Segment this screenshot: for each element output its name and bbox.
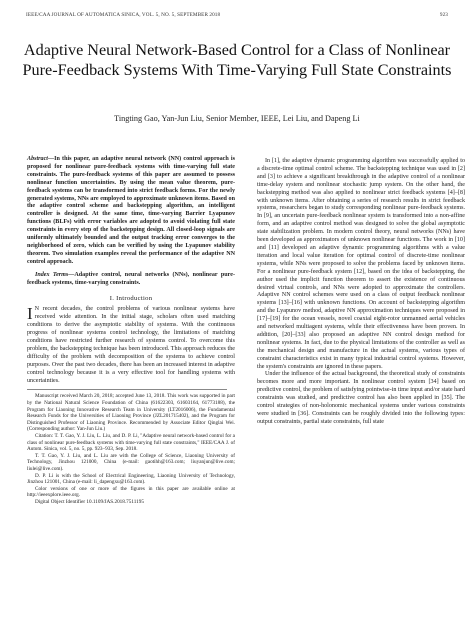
intro-paragraph	[27, 306, 235, 385]
left-column	[27, 156, 235, 506]
abstract	[27, 156, 235, 267]
footnote-citation: Citation: T. T. Gao, Y. J. Liu, L. Liu, and D. P. Li, "Adaptive neural network-based control for a class of nonlinear pure-feedback systems with time-varying full state constraints," IEEE/CAA J. of Autom. Sinica, vol. 5, no. 5, pp. 923–933, Sep. 2018.	[27, 433, 235, 453]
index-terms	[27, 272, 235, 288]
footnote-color-note: Color versions of one or more of the figures in this paper are available online at http://ieeexplore.ieee.org.	[27, 485, 235, 499]
page-number: 923	[439, 12, 448, 18]
running-header	[26, 12, 448, 18]
body-paragraph: In [1], the adaptive dynamic programming algorithm was successfully applied to a discrete-time optimal control scheme. The backstepping technique was used in [2] and [3] to achieve a significant breakthrough in the adaptive control of a nonlinear time-delay system and nonlinear stochastic jump system. On the other hand, the backstepping method was also applied to nonlinear strict feedback systems [4]–[8] with unknown items. After obtaining a series of research results in strict feedback systems, researchers began to study corresponding nonlinear pure-feedback systems. In [9], an uncertain pure-feedback nonlinear system is transformed into a non-affine form, and an adaptive control method was designed to solve the global asymptotic state stabilization problem. In modern control theory, neural networks (NNs) have been developed as approximators of unknown nonlinear functions. The work in [10] and [11] developed an adaptive dynamic programming algorithms with a value iteration and local value iteration for optimal control of discrete-time nonlinear systems, while NNs were proposed to solve the problems faced by unknown items. For a nonlinear pure-feedback system [12], based on the idea of backstepping, the author used the implicit function theorem to assert the existence of continuous desired virtual controls, and NNs were adopted to approximate the controllers. Adaptive NN control schemes were used on a class of output feedback nonlinear systems [13]–[16] with unknown functions. On account of backstepping algorithm and the Lyapunov method, adaptive NN approximation techniques were proposed in [17]–[19] for the ocean vessels, novel coaxial eight-rotor unmanned aerial vehicles and networked multiagent systems, while their effectiveness have been proven. In addition, [20]–[33] also proposed an adaptive NN control design method for nonlinear systems. In fact, due to the physical limitations of the controller as well as the mechanical design and manufacture in the actual systems, various types of constraint characteristics exist in many typical industrial control systems. However, the system's constraints are ignored in these papers.	[257, 158, 465, 370]
author-line: Tingting Gao, Yan-Jun Liu, Senior Member, IEEE, Lei Liu, and Dapeng Li	[114, 114, 360, 123]
right-column	[257, 158, 465, 427]
intro-text: N recent decades, the control problems of various nonlinear systems have received wide attention. In the initial stage, scholars often used matching conditions to derive the asymptotic stability of systems. With the continuous progress of nonlinear systems control technology, the limitations of matching conditions have restricted further research of systems control. To overcome this problem, the backstepping technique has been introduced. This approach reduces the difficulty of the problem with decomposition of the systems to achieve control purposes. Over the past two decades, there has been an increased interest in adaptive control technology because it is a very effective tool for handling systems with uncertainties.	[27, 306, 235, 384]
footnote-manuscript: Manuscript received March 20, 2018; accepted June 13, 2018. This work was supported in part by the National Natural Science Foundation of China (61622303, 61603164, 61773188), the Program for Liaoning Innovative Research Team in University (LT2016006), the Fundamental Research Funds for the Universities of Liaoning Province (JZL201715402), and the Program for Distinguished Professor of Liaoning Province. Recommended by Associate Editor Qinglai Wei. (Corresponding author: Yan-Jun Liu.)	[27, 393, 235, 433]
abstract-text: —In this paper, an adaptive neural network (NN) control approach is proposed for nonlinear pure-feedback systems with time-varying full state constraints. The pure-feedback systems of this paper are assumed to possess nonlinear function uncertainties. By using the mean value theorem, pure-feedback systems can be transformed into strict feedback forms. For the newly generated systems, NNs are employed to approximate unknown items. Based on the adaptive control scheme and backstepping algorithm, an intelligent controller is designed. At the same time, time-varying Barrier Lyapunov functions (BLFs) with error variables are adopted to avoid violating full state constraints in every step of the backstepping design. All closed-loop signals are uniformly ultimately bounded and the output tracking error converges to the neighborhood of zero, which can be verified by using the Lyapunov stability theorem. Two simulation examples reveal the performance of the adaptive NN control approach.	[27, 156, 235, 265]
journal-name: IEEE/CAA JOURNAL OF AUTOMATICA SINICA, VOL. 5, NO. 5, SEPTEMBER 2018	[26, 12, 221, 18]
section-heading: I. Introduction	[109, 294, 153, 302]
footnotes	[27, 393, 235, 505]
footnote-rule	[27, 389, 227, 390]
drop-cap: I	[27, 304, 33, 324]
abstract-label: Abstract	[27, 156, 48, 162]
index-terms-label: Index Terms	[35, 271, 69, 278]
index-terms-text: —Adaptive control, neural networks (NNs), nonlinear pure-feedback systems, time-varying constraints.	[27, 271, 235, 286]
footnote-doi: Digital Object Identifier 10.1109/JAS.2018.7511195	[35, 498, 144, 505]
footnote-affiliation-1: T. T. Gao, Y. J. Liu, and L. Liu are with the College of Science, Liaoning University of Technology, Jinzhou 121000, China (e-mail: gaotihh@163.com; liuyanjun@live.com; liulei@live.com).	[27, 452, 235, 472]
footnote-affiliation-2: D. P. Li is with the School of Electrical Engineering, Liaoning University of Technology, Jinzhou 121001, China (e-mail: li_dapengxu@163.com).	[27, 472, 235, 486]
body-paragraph: Under the influence of the actual background, the theoretical study of constraints becomes more and more important. In nonlinear control system [34] based on predictive control, the problem of satisfying pointwise-in time input and/or state hard constraints was studied, and predictive control has also been applied in [35]. The control strategies of non-holonomic mechanical systems under various constraints were studied in [36]. Constraints can be roughly divided into the following types: output constraints, partial state constraints, full state	[257, 371, 465, 425]
paper-title: Adaptive Neural Network-Based Control for a Class of Nonlinear Pure-Feedback Systems With Time-Varying Full State Constraints	[22, 41, 452, 79]
